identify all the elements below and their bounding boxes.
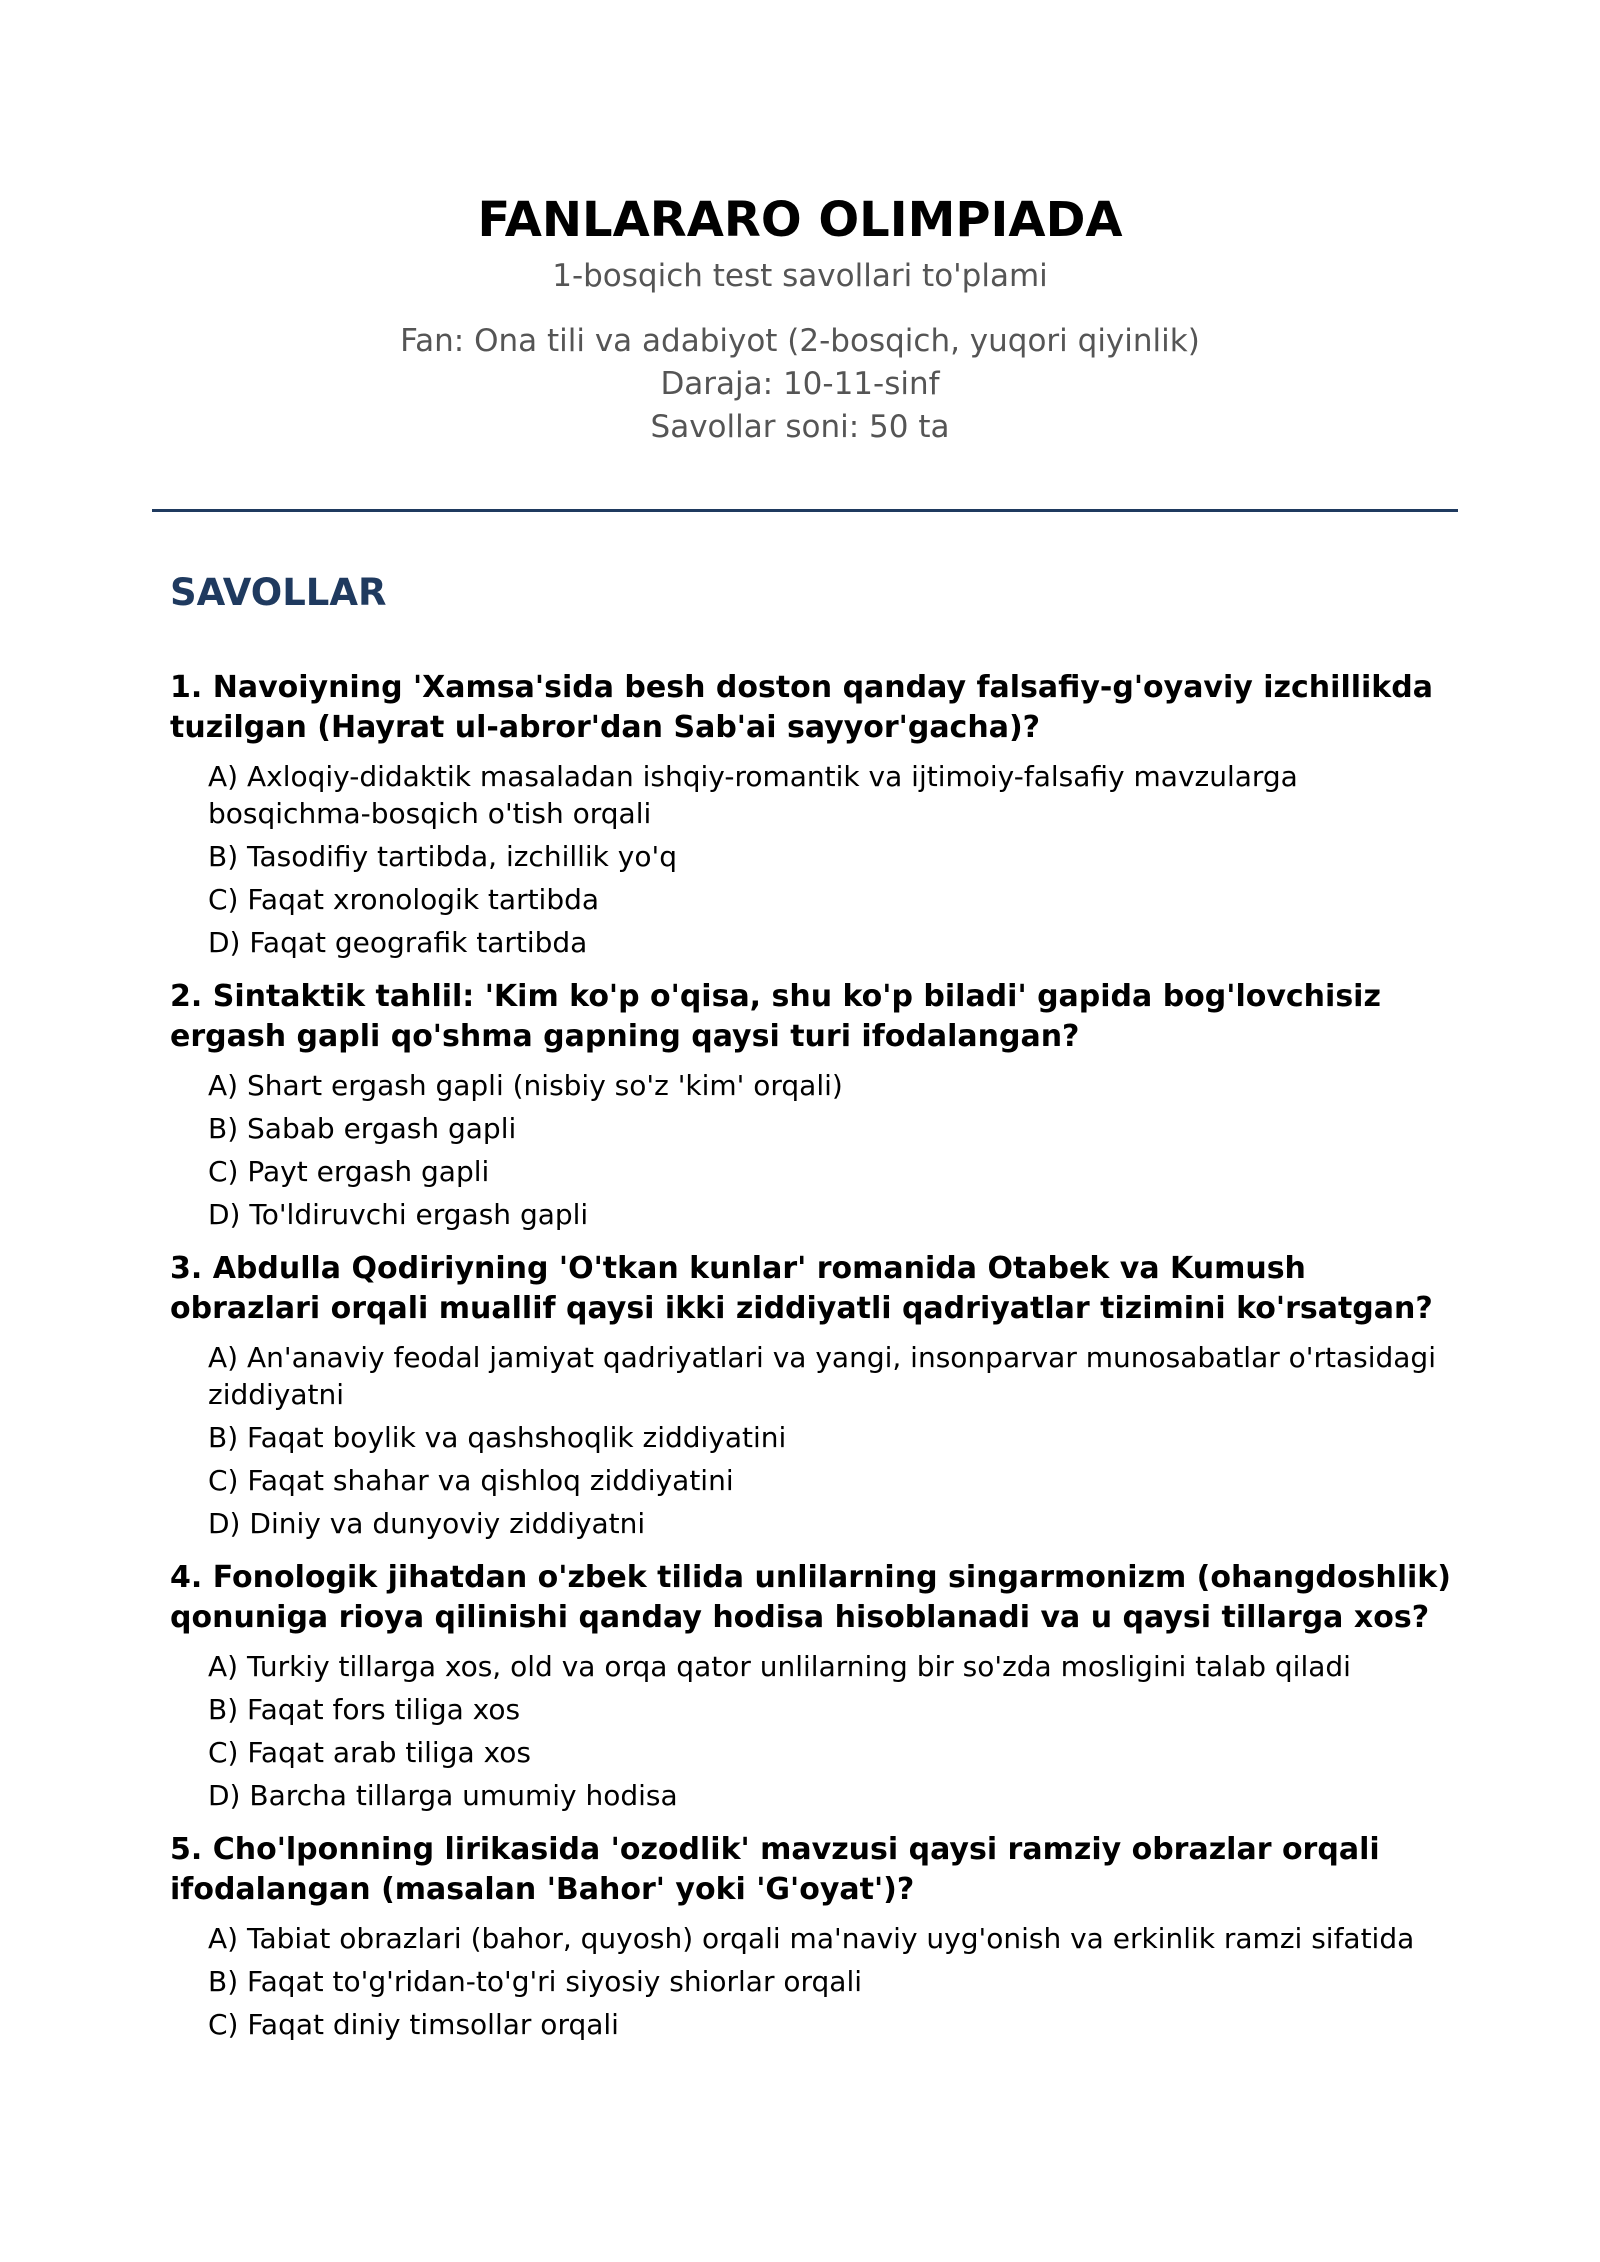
section-title: SAVOLLAR <box>170 571 387 614</box>
grade-level-line: Daraja: 10-11-sinf <box>660 366 940 402</box>
question-text: 3. Abdulla Qodiriyning 'O'tkan kunlar' romanida Otabek va Kumush obrazlari orqali muallif qaysi ikki ziddiyatli qadriyatlar tizimini ko'rsatgan? <box>170 1251 1433 1326</box>
answer-option: B) Faqat to'g'ridan-to'g'ri siyosiy shiorlar orqali <box>208 1965 863 1998</box>
answer-option: C) Faqat arab tiliga xos <box>208 1736 531 1769</box>
answer-option: A) Shart ergash gapli (nisbiy so'z 'kim' orqali) <box>208 1069 843 1102</box>
answer-option: C) Faqat xronologik tartibda <box>208 883 600 916</box>
answer-option: B) Tasodifiy tartibda, izchillik yo'q <box>208 840 677 873</box>
answer-options <box>170 1648 1460 1814</box>
answer-option: A) Axloqiy-didaktik masaladan ishqiy-romantik va ijtimoiy-falsafiy mavzularga bosqichma-bosqich o'tish orqali <box>208 760 1298 830</box>
question-text: 4. Fonologik jihatdan o'zbek tilida unlilarning singarmonizm (ohangdoshlik) qonuniga rioya qilinishi qanday hodisa hisoblanadi va u qaysi tillarga xos? <box>170 1560 1451 1635</box>
answer-option: A) Tabiat obrazlari (bahor, quyosh) orqali ma'naviy uyg'onish va erkinlik ramzi sifatida <box>208 1922 1415 1955</box>
answer-options <box>170 1339 1460 1542</box>
question-text: 1. Navoiyning 'Xamsa'sida besh doston qanday falsafiy-g'oyaviy izchillikda tuzilgan (Hayrat ul-abror'dan Sab'ai sayyor'gacha)? <box>170 670 1433 745</box>
question-item <box>170 668 1460 961</box>
question-item <box>170 1558 1460 1814</box>
question-text: 5. Cho'lponning lirikasida 'ozodlik' mavzusi qaysi ramziy obrazlar orqali ifodalangan (masalan 'Bahor' yoki 'G'oyat')? <box>170 1832 1380 1907</box>
answer-option: D) To'ldiruvchi ergash gapli <box>208 1198 589 1231</box>
question-count-line: Savollar soni: 50 ta <box>650 409 950 445</box>
subject-line: Fan: Ona tili va adabiyot (2-bosqich, yuqori qiyinlik) <box>400 323 1200 359</box>
answer-option: B) Faqat fors tiliga xos <box>208 1693 521 1726</box>
document-header <box>0 190 1600 449</box>
question-list <box>170 668 1460 2059</box>
answer-option: D) Barcha tillarga umumiy hodisa <box>208 1779 678 1812</box>
document-meta <box>0 320 1600 449</box>
answer-option: A) Turkiy tillarga xos, old va orqa qator unlilarning bir so'zda mosligini talab qiladi <box>208 1650 1351 1683</box>
answer-option: A) An'anaviy feodal jamiyat qadriyatlari va yangi, insonparvar munosabatlar o'rtasidagi ziddiyatni <box>208 1341 1436 1411</box>
header-divider <box>152 509 1458 512</box>
answer-option: C) Payt ergash gapli <box>208 1155 490 1188</box>
document-title: FANLARARO OLIMPIADA <box>477 192 1123 248</box>
answer-option: D) Faqat geografik tartibda <box>208 926 588 959</box>
answer-options <box>170 1920 1460 2043</box>
answer-option: B) Faqat boylik va qashshoqlik ziddiyatini <box>208 1421 787 1454</box>
question-text: 2. Sintaktik tahlil: 'Kim ko'p o'qisa, shu ko'p biladi' gapida bog'lovchisiz ergash gapli qo'shma gapning qaysi turi ifodalangan? <box>170 979 1381 1054</box>
answer-option: D) Diniy va dunyoviy ziddiyatni <box>208 1507 646 1540</box>
answer-options <box>170 1067 1460 1233</box>
answer-option: C) Faqat shahar va qishloq ziddiyatini <box>208 1464 734 1497</box>
question-item <box>170 977 1460 1233</box>
question-item <box>170 1830 1460 2043</box>
answer-options <box>170 758 1460 961</box>
document-subtitle: 1-bosqich test savollari to'plami <box>552 258 1048 294</box>
answer-option: B) Sabab ergash gapli <box>208 1112 517 1145</box>
answer-option: C) Faqat diniy timsollar orqali <box>208 2008 619 2041</box>
question-item <box>170 1249 1460 1542</box>
